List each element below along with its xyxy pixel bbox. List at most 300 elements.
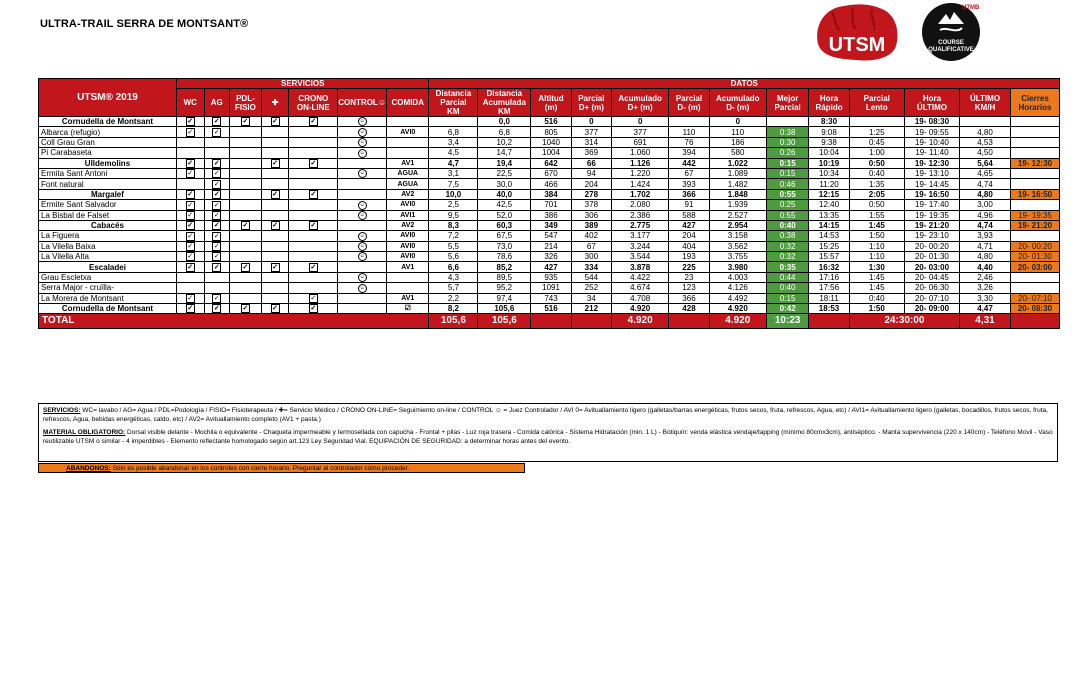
column-header: Acumulado D+ (m) <box>612 89 669 117</box>
wc-cell <box>176 293 204 303</box>
comida-cell: AGUA <box>387 168 429 178</box>
pl-cell: 1:45 <box>849 220 904 230</box>
column-header: Altitud (m) <box>531 89 571 117</box>
dp-cell: 4,5 <box>429 148 478 158</box>
smiley-icon: ☺ <box>359 128 365 135</box>
cierre-cell <box>1010 272 1059 282</box>
da-cell: 60,3 <box>478 220 531 230</box>
hu-cell: 19- 13:10 <box>904 168 959 178</box>
legend-box <box>38 403 1058 462</box>
adm-cell: 1.022 <box>709 158 766 168</box>
pl-cell: 1:30 <box>849 262 904 272</box>
wc-cell <box>176 231 204 241</box>
pdp-cell: 544 <box>571 272 611 282</box>
control-cell <box>338 220 387 230</box>
pdl-cell <box>230 262 262 272</box>
pdm-cell: 193 <box>669 252 709 262</box>
dp-cell: 3,1 <box>429 168 478 178</box>
hr-cell: 11:20 <box>809 179 849 189</box>
adp-cell: 3.878 <box>612 262 669 272</box>
hr-cell: 14:15 <box>809 220 849 230</box>
adm-cell: 186 <box>709 137 766 147</box>
adm-cell: 1.939 <box>709 200 766 210</box>
dp-cell: 8,3 <box>429 220 478 230</box>
adm-cell: 1.089 <box>709 168 766 178</box>
mejor-cell: 0:15 <box>766 158 808 168</box>
pdm-cell: 204 <box>669 231 709 241</box>
cierre-cell <box>1010 168 1059 178</box>
abandon-note <box>38 463 525 473</box>
comida-cell: AGUA <box>387 179 429 189</box>
control-cell <box>338 293 387 303</box>
ag-cell <box>204 210 229 220</box>
utmb-qualificative-badge <box>916 0 986 62</box>
smiley-icon: ☺ <box>359 149 365 156</box>
med-cell <box>261 179 289 189</box>
column-header: CRONO ON-LINE <box>289 89 338 117</box>
smiley-icon: ☺ <box>359 232 365 239</box>
checkpoint-name: Coll Grau Gran <box>39 137 177 147</box>
pdp-cell: 389 <box>571 220 611 230</box>
datos-header: DATOS <box>429 79 1060 89</box>
checkbox-icon: ✓ <box>213 253 220 261</box>
column-header: Hora Rápido <box>809 89 849 117</box>
adp-cell: 2.080 <box>612 200 669 210</box>
hu-cell: 19- 09:55 <box>904 127 959 137</box>
mejor-cell: 0:30 <box>766 137 808 147</box>
dp-cell: 4,7 <box>429 158 478 168</box>
hu-cell: 19- 14:45 <box>904 179 959 189</box>
med-cell <box>261 117 289 127</box>
hr-cell: 9:08 <box>809 127 849 137</box>
med-cell <box>261 272 289 282</box>
checkbox-icon: ✓ <box>272 118 279 126</box>
comida-cell: AVI0 <box>387 127 429 137</box>
dp-cell: 2,5 <box>429 200 478 210</box>
pdm-cell: 23 <box>669 272 709 282</box>
cierre-cell: 20- 00:20 <box>1010 241 1059 251</box>
checkbox-icon: ✓ <box>242 118 249 126</box>
kmh-cell: 4,40 <box>960 262 1011 272</box>
control-cell <box>338 241 387 251</box>
adm-cell: 3.755 <box>709 252 766 262</box>
cierre-cell <box>1010 200 1059 210</box>
kmh-cell <box>960 117 1011 127</box>
hu-cell: 19- 23:10 <box>904 231 959 241</box>
checkbox-icon: ✓ <box>213 232 220 240</box>
comida-cell: AV1 <box>387 158 429 168</box>
column-header: CONTROL☺ <box>338 89 387 117</box>
hr-cell: 16:32 <box>809 262 849 272</box>
checkbox-icon: ✓ <box>310 222 317 230</box>
mejor-cell: 0:40 <box>766 220 808 230</box>
hu-cell: 20- 01:30 <box>904 252 959 262</box>
alt-cell: 547 <box>531 231 571 241</box>
checkbox-icon: ✓ <box>187 253 194 261</box>
checkbox-icon: ✓ <box>242 305 249 313</box>
dp-cell: 2,2 <box>429 293 478 303</box>
pdl-cell <box>230 200 262 210</box>
crono-cell <box>289 137 338 147</box>
med-cell <box>261 148 289 158</box>
pdl-cell <box>230 231 262 241</box>
ag-cell <box>204 293 229 303</box>
pdp-cell: 402 <box>571 231 611 241</box>
ag-cell <box>204 179 229 189</box>
ag-cell <box>204 241 229 251</box>
table-row <box>39 210 1060 220</box>
hr-cell: 13:35 <box>809 210 849 220</box>
hr-cell: 14:53 <box>809 231 849 241</box>
wc-cell <box>176 179 204 189</box>
crono-cell <box>289 168 338 178</box>
wc-cell <box>176 168 204 178</box>
comida-cell: AV2 <box>387 220 429 230</box>
adp-cell: 1.126 <box>612 158 669 168</box>
table-row <box>39 127 1060 137</box>
kmh-cell: 4,80 <box>960 127 1011 137</box>
ag-cell <box>204 158 229 168</box>
table-row <box>39 168 1060 178</box>
hr-cell: 9:38 <box>809 137 849 147</box>
column-header: Parcial Lento <box>849 89 904 117</box>
table-row <box>39 117 1060 127</box>
pdl-cell <box>230 179 262 189</box>
pdp-cell: 34 <box>571 293 611 303</box>
pdm-cell: 366 <box>669 189 709 199</box>
dp-cell: 6,8 <box>429 127 478 137</box>
mejor-cell: 0:26 <box>766 148 808 158</box>
cierre-cell: 20- 08:30 <box>1010 304 1059 314</box>
hr-cell: 10:04 <box>809 148 849 158</box>
mejor-cell: 0:25 <box>766 200 808 210</box>
dp-cell: 5,7 <box>429 283 478 293</box>
checkbox-icon: ✓ <box>213 170 220 178</box>
adp-cell: 1.424 <box>612 179 669 189</box>
smiley-icon: ☺ <box>359 284 365 291</box>
material-legend-text: Dorsal visible delante - Mochila o equivalente - Chaqueta impermeable y termosellada con capucha - Frontal + pilas - Luz roja trasera - Comida calórica - Sistema Hidratación (min. 1 L) - Botiquín: venda elástica vendaje/tapping (mínimo 80cmx3cm), antiséptico. - Manta supervivencia (220 x 140cm) - Teléfono Movil - Vaso reutilizable UTSM o similar - 4 imperdibles - Elemento reflectante homologado según art.123 Ley Seguridad Vial. EQUIPACIÓN DE SEGURIDAD: a determinar horas antes del evento. <box>43 429 1053 445</box>
checkpoint-name: Ermite Sant Salvador <box>39 200 177 210</box>
adm-cell: 4.003 <box>709 272 766 282</box>
mejor-cell: 0:44 <box>766 272 808 282</box>
checkbox-icon: ✓ <box>187 222 194 230</box>
wc-cell <box>176 283 204 293</box>
ag-cell <box>204 137 229 147</box>
checkbox-icon: ✓ <box>187 263 194 271</box>
pdp-cell: 377 <box>571 127 611 137</box>
total-row <box>39 314 1060 329</box>
pdl-cell <box>230 168 262 178</box>
checkpoint-name: La Vilella Baixa <box>39 241 177 251</box>
hu-cell: 19- 19:35 <box>904 210 959 220</box>
alt-cell: 427 <box>531 262 571 272</box>
comida-cell: AV2 <box>387 189 429 199</box>
total-pl: 24:30:00 <box>849 314 959 329</box>
ag-cell <box>204 200 229 210</box>
control-cell <box>338 179 387 189</box>
dp-cell: 7,5 <box>429 179 478 189</box>
comida-cell: AVI0 <box>387 241 429 251</box>
crono-cell <box>289 148 338 158</box>
pdm-cell: 442 <box>669 158 709 168</box>
pdm-cell: 76 <box>669 137 709 147</box>
table-row <box>39 220 1060 230</box>
med-cell <box>261 241 289 251</box>
hr-cell: 17:16 <box>809 272 849 282</box>
pl-cell: 1:25 <box>849 127 904 137</box>
kmh-cell: 3,00 <box>960 200 1011 210</box>
wc-cell <box>176 272 204 282</box>
column-header: Parcial D+ (m) <box>571 89 611 117</box>
pl-cell: 1:10 <box>849 252 904 262</box>
ag-cell <box>204 220 229 230</box>
med-cell <box>261 220 289 230</box>
mejor-cell: 0:55 <box>766 189 808 199</box>
dp-cell: 8,2 <box>429 304 478 314</box>
hu-cell: 19- 17:40 <box>904 200 959 210</box>
adm-cell: 4.920 <box>709 304 766 314</box>
kmh-cell: 4,47 <box>960 304 1011 314</box>
wc-cell <box>176 189 204 199</box>
control-cell <box>338 272 387 282</box>
svg-text:QUALIFICATIVE: QUALIFICATIVE <box>928 47 974 53</box>
material-legend-label: MATERIAL OBLIGATORIO: <box>43 429 126 436</box>
cierre-cell <box>1010 179 1059 189</box>
adp-cell: 377 <box>612 127 669 137</box>
hu-cell: 20- 07:10 <box>904 293 959 303</box>
control-cell <box>338 168 387 178</box>
pdm-cell: 404 <box>669 241 709 251</box>
total-empty <box>1010 314 1059 329</box>
comida-cell <box>387 148 429 158</box>
checkpoint-name: Font natural <box>39 179 177 189</box>
abandon-text: Sólo es posible abandonar en los controles con cierre horario. Preguntar al controlador cómo proceder. <box>110 465 410 472</box>
pdl-cell <box>230 117 262 127</box>
smiley-icon: ☺ <box>359 201 365 208</box>
da-cell: 30,0 <box>478 179 531 189</box>
hu-cell: 19- 16:50 <box>904 189 959 199</box>
pdl-cell <box>230 252 262 262</box>
kmh-cell: 4,80 <box>960 189 1011 199</box>
column-header: COMIDA <box>387 89 429 117</box>
pdm-cell: 393 <box>669 179 709 189</box>
alt-cell: 349 <box>531 220 571 230</box>
hr-cell: 10:19 <box>809 158 849 168</box>
wc-cell <box>176 220 204 230</box>
pdl-cell <box>230 127 262 137</box>
mejor-cell: 0:40 <box>766 283 808 293</box>
checkbox-icon: ✓ <box>213 180 220 188</box>
med-cell <box>261 127 289 137</box>
kmh-cell: 3,93 <box>960 231 1011 241</box>
total-empty <box>531 314 571 329</box>
ag-cell <box>204 262 229 272</box>
mejor-cell: 0:38 <box>766 231 808 241</box>
ag-cell <box>204 252 229 262</box>
dp-cell: 4,3 <box>429 272 478 282</box>
pl-cell: 0:50 <box>849 200 904 210</box>
pdl-cell <box>230 220 262 230</box>
hu-cell: 20- 09:00 <box>904 304 959 314</box>
ag-cell <box>204 117 229 127</box>
med-cell <box>261 231 289 241</box>
checkbox-icon: ✓ <box>213 263 220 271</box>
pdl-cell <box>230 293 262 303</box>
pdp-cell: 67 <box>571 241 611 251</box>
column-header: Distancia Parcial KM <box>429 89 478 117</box>
pl-cell: 0:45 <box>849 137 904 147</box>
pl-cell <box>849 117 904 127</box>
column-header: PDL- FISIO <box>230 89 262 117</box>
checkbox-icon: ✓ <box>242 263 249 271</box>
cierre-cell <box>1010 137 1059 147</box>
crono-cell <box>289 262 338 272</box>
table-row <box>39 179 1060 189</box>
column-header: WC <box>176 89 204 117</box>
dp-cell: 6,6 <box>429 262 478 272</box>
table-row <box>39 304 1060 314</box>
comida-cell: AV1 <box>387 262 429 272</box>
total-empty <box>669 314 709 329</box>
pdl-cell <box>230 189 262 199</box>
column-header: AG <box>204 89 229 117</box>
adp-cell: 3.177 <box>612 231 669 241</box>
control-cell <box>338 127 387 137</box>
checkpoint-name: La Morera de Montsant <box>39 293 177 303</box>
pdp-cell: 314 <box>571 137 611 147</box>
total-adm: 4.920 <box>709 314 766 329</box>
hu-cell: 20- 00:20 <box>904 241 959 251</box>
crono-cell <box>289 231 338 241</box>
hu-cell: 19- 21:20 <box>904 220 959 230</box>
crono-cell <box>289 293 338 303</box>
crono-cell <box>289 200 338 210</box>
checkbox-icon: ✓ <box>272 263 279 271</box>
pdm-cell: 588 <box>669 210 709 220</box>
table-row <box>39 272 1060 282</box>
da-cell: 73,0 <box>478 241 531 251</box>
med-cell <box>261 262 289 272</box>
ag-cell <box>204 272 229 282</box>
cierre-cell <box>1010 148 1059 158</box>
pdm-cell: 427 <box>669 220 709 230</box>
adp-cell: 2.775 <box>612 220 669 230</box>
wc-cell <box>176 262 204 272</box>
hr-cell: 10:34 <box>809 168 849 178</box>
cierre-cell: 20- 07:10 <box>1010 293 1059 303</box>
comida-cell: AVI1 <box>387 210 429 220</box>
dp-cell: 10,0 <box>429 189 478 199</box>
dp-cell: 9,5 <box>429 210 478 220</box>
column-header: ÚLTIMO KM/H <box>960 89 1011 117</box>
control-cell <box>338 231 387 241</box>
kmh-cell: 2,46 <box>960 272 1011 282</box>
alt-cell: 701 <box>531 200 571 210</box>
kmh-cell: 4,50 <box>960 148 1011 158</box>
alt-cell: 516 <box>531 304 571 314</box>
checkpoint-name: Ulldemolins <box>39 158 177 168</box>
total-da: 105,6 <box>478 314 531 329</box>
comida-cell <box>387 137 429 147</box>
table-row <box>39 231 1060 241</box>
crono-cell <box>289 220 338 230</box>
hr-cell: 15:57 <box>809 252 849 262</box>
adp-cell: 1.060 <box>612 148 669 158</box>
da-cell: 19,4 <box>478 158 531 168</box>
med-cell <box>261 158 289 168</box>
checkbox-icon: ✓ <box>213 211 220 219</box>
checkbox-icon: ✓ <box>213 295 220 303</box>
pdp-cell: 66 <box>571 158 611 168</box>
checkpoint-name: Ermita Sant Antoni <box>39 168 177 178</box>
hr-cell: 18:11 <box>809 293 849 303</box>
adp-cell: 4.422 <box>612 272 669 282</box>
checkbox-icon: ✓ <box>272 222 279 230</box>
adm-cell: 4.492 <box>709 293 766 303</box>
crono-cell <box>289 272 338 282</box>
pdl-cell <box>230 241 262 251</box>
checkpoint-name: La Figuera <box>39 231 177 241</box>
adp-cell: 1.702 <box>612 189 669 199</box>
crono-cell <box>289 158 338 168</box>
hu-cell: 19- 10:40 <box>904 137 959 147</box>
hr-cell: 12:15 <box>809 189 849 199</box>
comida-cell: AVI0 <box>387 200 429 210</box>
ag-cell <box>204 127 229 137</box>
checkbox-icon: ✓ <box>187 232 194 240</box>
pl-cell: 1:50 <box>849 231 904 241</box>
checkpoint-name: Albarca (refugio) <box>39 127 177 137</box>
dp-cell: 3,4 <box>429 137 478 147</box>
crono-cell <box>289 283 338 293</box>
alt-cell: 466 <box>531 179 571 189</box>
alt-cell: 805 <box>531 127 571 137</box>
checkpoint-name: Grau Escletxa <box>39 272 177 282</box>
alt-cell: 1004 <box>531 148 571 158</box>
mejor-cell: 0:35 <box>766 262 808 272</box>
checkpoint-name: Cornudella de Montsant <box>39 117 177 127</box>
med-cell <box>261 283 289 293</box>
control-cell <box>338 200 387 210</box>
table-row <box>39 252 1060 262</box>
total-mejor: 10:23 <box>766 314 808 329</box>
dp-cell: 7,2 <box>429 231 478 241</box>
wc-cell <box>176 241 204 251</box>
pdp-cell: 334 <box>571 262 611 272</box>
cierre-cell: 19- 12:30 <box>1010 158 1059 168</box>
pdm-cell: 225 <box>669 262 709 272</box>
checkbox-icon: ✓ <box>187 243 194 251</box>
logo-text: UTSM <box>828 34 886 56</box>
column-header: Hora ÚLTIMO <box>904 89 959 117</box>
alt-cell: 642 <box>531 158 571 168</box>
alt-cell: 670 <box>531 168 571 178</box>
hr-cell: 17:56 <box>809 283 849 293</box>
wc-cell <box>176 200 204 210</box>
da-cell: 42,5 <box>478 200 531 210</box>
alt-cell: 214 <box>531 241 571 251</box>
alt-cell: 386 <box>531 210 571 220</box>
da-cell: 78,6 <box>478 252 531 262</box>
pl-cell: 1:45 <box>849 283 904 293</box>
hu-cell: 20- 03:00 <box>904 262 959 272</box>
pl-cell: 1:10 <box>849 241 904 251</box>
kmh-cell: 4,96 <box>960 210 1011 220</box>
checkpoint-name: La Bisbal de Falset <box>39 210 177 220</box>
hu-cell: 19- 12:30 <box>904 158 959 168</box>
comida-cell: AVI0 <box>387 231 429 241</box>
checkbox-icon: ✓ <box>213 305 220 313</box>
